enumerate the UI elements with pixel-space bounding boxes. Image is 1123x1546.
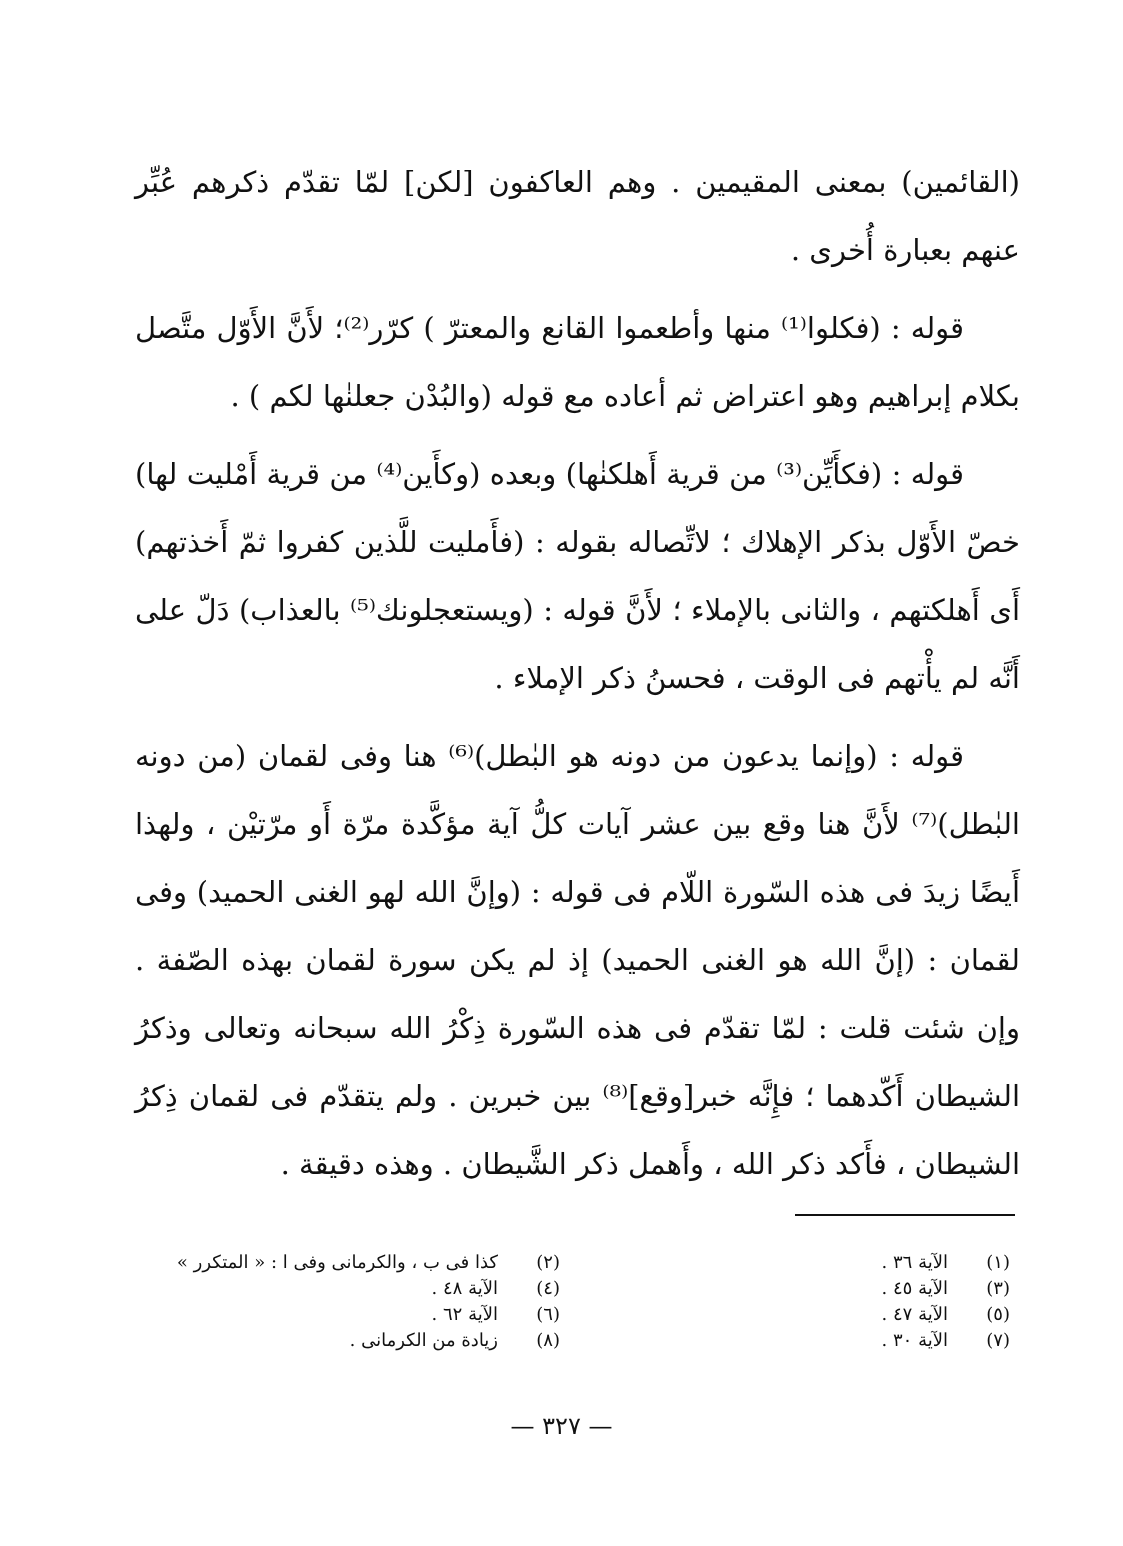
page-number: — ٣٢٧ — bbox=[510, 1412, 613, 1440]
footnote-number: (٢) bbox=[536, 1252, 560, 1273]
footnote bbox=[560, 1302, 1010, 1328]
footnote-text: الآية ٤٧ . bbox=[881, 1304, 948, 1325]
footnote-number: (٧) bbox=[986, 1330, 1010, 1351]
footnote-text: كذا فى ب ، والكرمانى وفى ا : « المتكرر » bbox=[176, 1252, 498, 1273]
footnote-text: الآية ٣٠ . bbox=[881, 1330, 948, 1351]
paragraph: قوله : (فكأَيِّن⁽³⁾ من قرية أَهلكنٰها) وبعده (وكأَين⁽⁴⁾ من قرية أَمْليت لها) خصّ الأَوّل بذكر الإهلاك ؛ لاتِّصاله بقوله : (فأَمليت للَّذين كفروا ثمّ أَخذتهم) أَى أَهلكتهم ، والثانى بالإملاء ؛ لأَنَّ قوله : (ويستعجلونك⁽⁵⁾ بالعذاب) دَلّ على أَنَّه لم يأْتهم فى الوقت ، فحسنُ ذكر الإملاء . bbox=[135, 457, 1020, 695]
paragraph: قوله : (فكلوا⁽¹⁾ منها وأطعموا القانع والمعترّ ) كرّر⁽²⁾؛ لأَنَّ الأَوّل متَّصل بكلام إبراهيم وهو اعتراض ثم أعاده مع قوله (والبُدْن جعلنٰها لكم ) . bbox=[135, 311, 1020, 413]
main-text bbox=[135, 148, 1020, 1208]
footnote bbox=[560, 1276, 1010, 1302]
footnote-number: (١) bbox=[986, 1252, 1010, 1273]
footnote-text: زيادة من الكرمانى . bbox=[349, 1330, 498, 1351]
footnote-number: (٣) bbox=[986, 1278, 1010, 1299]
footnote bbox=[110, 1250, 560, 1276]
paragraph: قوله : (وإنما يدعون من دونه هو البٰطل)⁽⁶⁾ هنا وفى لقمان (من دونه البٰطل)⁽⁷⁾ لأَنَّ هنا وقع بين عشر آيات كلُّ آية مؤكَّدة مرّة أَو مرّتيْن ، ولهذا أَيضًا زيدَ فى هذه السّورة اللّام فى قوله : (وإنَّ الله لهو الغنى الحميد) وفى لقمان : (إنَّ الله هو الغنى الحميد) إذ لم يكن سورة لقمان بهذه الصّفة . وإن شئت قلت : لمّا تقدّم فى هذه السّورة ذِكْرُ الله سبحانه وتعالى وذكرُ الشيطان أَكّدهما ؛ فإِنَّه خبر[وقع]⁽⁸⁾ بين خبرين . ولم يتقدّم فى لقمان ذِكرُ الشيطان ، فأَكد ذكر الله ، وأَهمل ذكر الشَّيطان . وهذه دقيقة . bbox=[135, 739, 1021, 1181]
footnote bbox=[560, 1328, 1010, 1354]
footnote bbox=[110, 1328, 560, 1354]
footnote-text: الآية ٦٢ . bbox=[431, 1304, 498, 1325]
footnote bbox=[110, 1302, 560, 1328]
footnote-text: الآية ٤٥ . bbox=[881, 1278, 948, 1299]
footnote-number: (٦) bbox=[536, 1304, 560, 1325]
footnotes bbox=[110, 1250, 1010, 1354]
footnote-number: (٥) bbox=[986, 1304, 1010, 1325]
footnote-separator bbox=[795, 1214, 1015, 1216]
footnote-number: (٤) bbox=[536, 1278, 560, 1299]
footnote-row bbox=[110, 1328, 1010, 1354]
footnote-text: الآية ٣٦ . bbox=[881, 1252, 948, 1273]
paragraph: (القائمين) بمعنى المقيمين . وهم العاكفون [لكن] لمّا تقدّم ذكرهم عُبِّر عنهم بعبارة أُخرى . bbox=[135, 165, 1020, 267]
footnote-row bbox=[110, 1276, 1010, 1302]
footnote bbox=[110, 1276, 560, 1302]
footnote-row bbox=[110, 1302, 1010, 1328]
footnote bbox=[560, 1250, 1010, 1276]
footnote-number: (٨) bbox=[536, 1330, 560, 1351]
footnote-row bbox=[110, 1250, 1010, 1276]
footnote-text: الآية ٤٨ . bbox=[431, 1278, 498, 1299]
